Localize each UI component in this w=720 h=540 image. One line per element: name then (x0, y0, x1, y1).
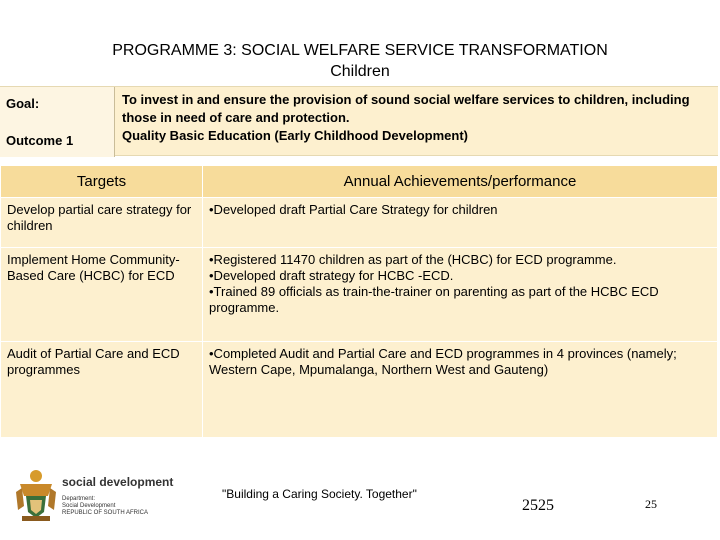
dept-line-2: Social Development (62, 503, 116, 509)
slide-title (0, 40, 720, 82)
outcome-label: Outcome 1 (6, 133, 74, 148)
table-row (1, 342, 718, 438)
header-targets: Targets (1, 166, 203, 198)
goal-label: Goal: (6, 96, 40, 111)
footer-number: 2525 (522, 497, 554, 514)
slogan: "Building a Caring Society. Together" (222, 487, 417, 501)
achievement-cell (203, 248, 718, 342)
brand-name: social development (62, 475, 174, 489)
header-achievements: Annual Achievements/performance (203, 166, 718, 198)
achievement-cell (203, 198, 718, 248)
table-row (1, 248, 718, 342)
target-cell: Implement Home Community-Based Care (HCBC) for ECD (1, 248, 203, 342)
table-row (1, 198, 718, 248)
achievement-item: •Developed draft strategy for HCBC -ECD. (209, 268, 454, 283)
goal-label-column (0, 87, 115, 157)
slide-number: 25 (645, 497, 657, 511)
targets-table (0, 165, 718, 438)
goal-block (0, 86, 718, 156)
title-line-2: Children (330, 63, 390, 80)
target-cell: Develop partial care strategy for children (1, 198, 203, 248)
achievement-item: •Completed Audit and Partial Care and ECD programmes in 4 provinces (namely; Western Cape, Mpumalanga, Northern West and Gauteng) (209, 346, 677, 377)
coat-of-arms-emblem (16, 470, 56, 521)
goal-text: To invest in and ensure the provision of sound social welfare services to children, including those in need of care and protection. (122, 92, 690, 125)
outcome-text: Quality Basic Education (Early Childhood Development) (122, 128, 468, 143)
achievement-item: •Trained 89 officials as train-the-trainer on parenting as part of the HCBC ECD programme. (209, 284, 659, 315)
title-line-1: PROGRAMME 3: SOCIAL WELFARE SERVICE TRANSFORMATION (112, 42, 608, 59)
achievement-item: •Registered 11470 children as part of the (HCBC) for ECD programme. (209, 252, 617, 267)
dept-line-3: REPUBLIC OF SOUTH AFRICA (62, 510, 149, 516)
dept-line-1: Department: (62, 496, 96, 502)
achievement-item: •Developed draft Partial Care Strategy for children (209, 202, 498, 217)
table-header-row (1, 166, 718, 198)
department-text (62, 496, 172, 517)
target-cell: Audit of Partial Care and ECD programmes (1, 342, 203, 438)
achievement-cell (203, 342, 718, 438)
